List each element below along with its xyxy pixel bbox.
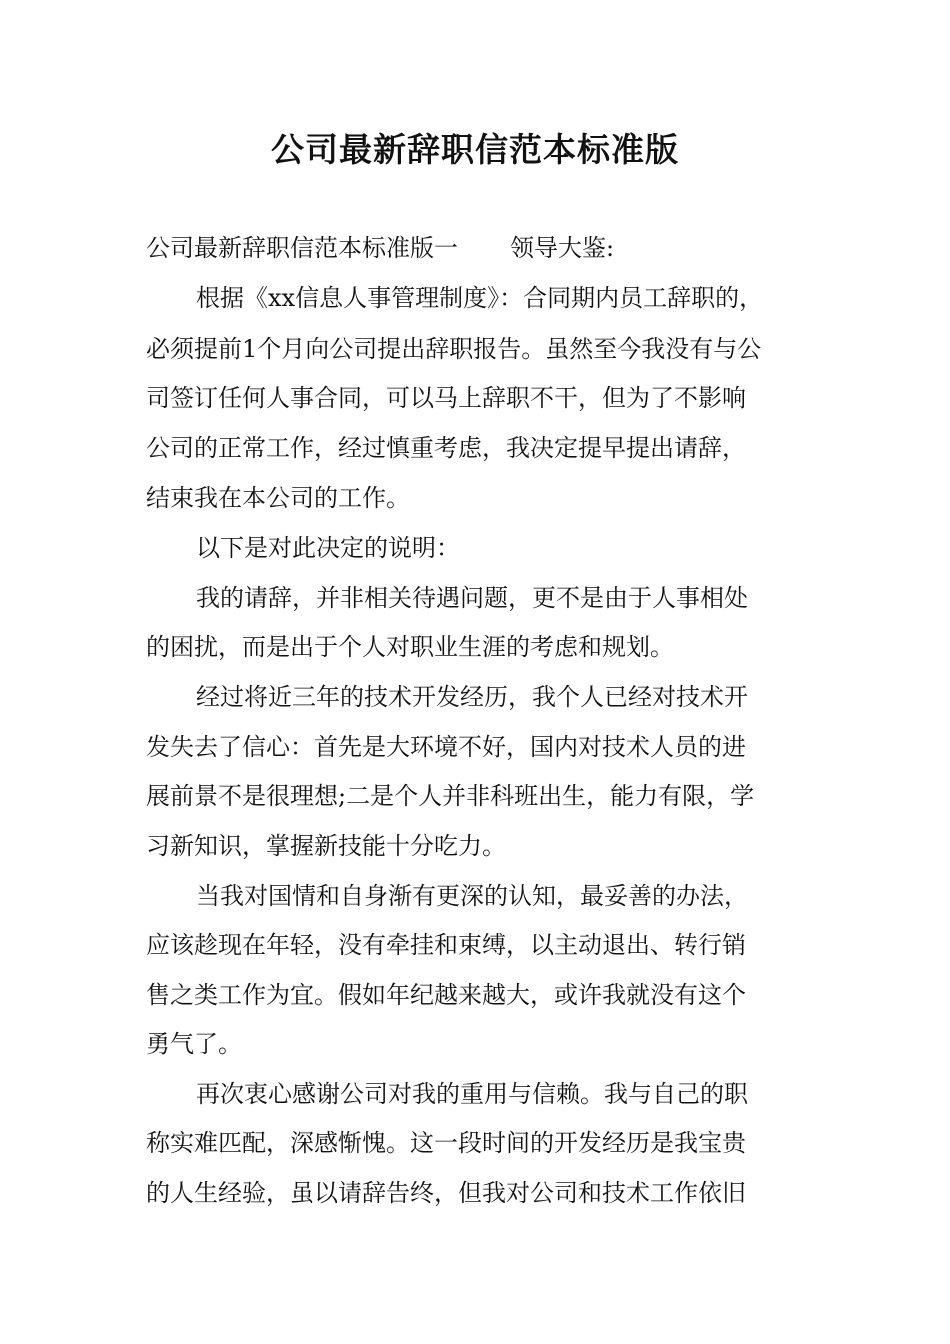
body-line: 以下是对此决定的说明：: [196, 534, 460, 562]
body-line: 应该趁现在年轻，没有牵挂和束缚，以主动退出、转行销: [146, 931, 746, 959]
body-line: 的人生经验，虽以请辞告终，但我对公司和技术工作依旧: [146, 1179, 746, 1207]
body-line: 习新知识，掌握新技能十分吃力。: [146, 832, 506, 860]
salutation: 领导大鉴:: [510, 234, 615, 262]
body-line: 售之类工作为宜。假如年纪越来越大，或许我就没有这个: [146, 981, 746, 1009]
body-line: 结束我在本公司的工作。: [146, 484, 410, 512]
body-line: 发失去了信心：首先是大环境不好，国内对技术人员的进: [146, 733, 746, 761]
body-line: 公司的正常工作，经过慎重考虑，我决定提早提出请辞，: [146, 434, 746, 462]
body-line: 经过将近三年的技术开发经历，我个人已经对技术开: [196, 683, 748, 711]
body-line: 我的请辞，并非相关待遇问题，更不是由于人事相处: [196, 584, 748, 612]
document-title: 公司最新辞职信范本标准版: [271, 130, 679, 169]
body-line: 勇气了。: [146, 1030, 242, 1058]
body-line: 司签订任何人事合同，可以马上辞职不干，但为了不影响: [146, 384, 746, 412]
body-line: 称实难匹配，深感惭愧。这一段时间的开发经历是我宝贵: [146, 1129, 746, 1157]
opening-line: [146, 230, 826, 266]
body-line: 再次衷心感谢公司对我的重用与信赖。我与自己的职: [196, 1080, 748, 1108]
body-line: 展前景不是很理想;二是个人并非科班出生，能力有限，学: [146, 782, 755, 810]
heading-prefix: 公司最新辞职信范本标准版一: [146, 234, 458, 262]
body-line: 的困扰，而是出于个人对职业生涯的考虑和规划。: [146, 633, 674, 661]
body-line: 必须提前1个月向公司提出辞职报告。虽然至今我没有与公: [146, 335, 762, 363]
body-line: 当我对国情和自身渐有更深的认知，最妥善的办法，: [196, 882, 748, 910]
body-line: 根据《xx信息人事管理制度》：合同期内员工辞职的，: [196, 284, 764, 312]
